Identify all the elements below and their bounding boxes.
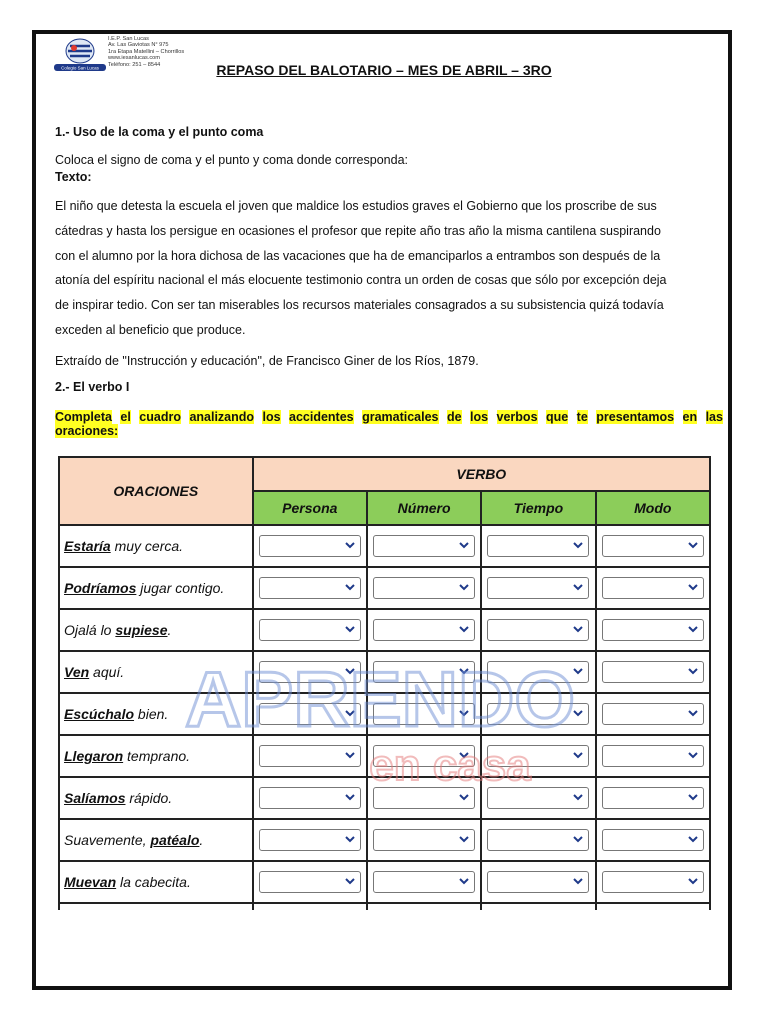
instruction-word: gramaticales xyxy=(362,410,439,424)
section2-instruction xyxy=(55,410,723,438)
numero-select[interactable] xyxy=(373,787,475,809)
numero-cell xyxy=(367,777,481,819)
sentence-after: rápido. xyxy=(125,790,173,806)
instruction-word: los xyxy=(470,410,489,424)
persona-select[interactable] xyxy=(259,829,361,851)
chevron-down-icon xyxy=(573,794,583,801)
document-title: REPASO DEL BALOTARIO – MES DE ABRIL – 3RO xyxy=(216,62,552,78)
sentence-after: bien. xyxy=(134,706,169,722)
chevron-down-icon xyxy=(459,836,469,843)
paragraph-line: de inspirar tedio. Con ser tan miserables los recursos materiales consagrados a su subsistencia quizá todavía xyxy=(55,298,664,313)
school-info-line: 1ra Etapa Matellini – Chorrillos xyxy=(108,48,185,55)
modo-select[interactable] xyxy=(602,535,704,557)
chevron-down-icon xyxy=(688,794,698,801)
paragraph-line: El niño que detesta la escuela el joven que maldice los estudios graves el Gobierno que los proscribe de sus xyxy=(55,199,657,213)
header-tiempo: Tiempo xyxy=(481,491,595,525)
tiempo-cell xyxy=(481,693,595,735)
sentence-verb: Muevan xyxy=(64,874,117,890)
tiempo-cell xyxy=(481,651,595,693)
school-info-line: I.E.P. San Lucas xyxy=(108,36,149,42)
table-row-partial xyxy=(59,903,710,910)
modo-cell xyxy=(596,861,710,903)
tiempo-select[interactable] xyxy=(487,871,589,893)
sentence-verb: Escúchalo xyxy=(64,706,135,722)
chevron-down-icon xyxy=(345,668,355,675)
modo-cell xyxy=(596,525,710,567)
modo-cell xyxy=(596,777,710,819)
chevron-down-icon xyxy=(688,710,698,717)
modo-select[interactable] xyxy=(602,787,704,809)
persona-select[interactable] xyxy=(259,703,361,725)
chevron-down-icon xyxy=(688,836,698,843)
table-row xyxy=(59,819,710,861)
tiempo-cell xyxy=(481,777,595,819)
instruction-word: analizando xyxy=(189,410,255,424)
persona-cell xyxy=(253,525,367,567)
chevron-down-icon xyxy=(345,752,355,759)
chevron-down-icon xyxy=(688,584,698,591)
paragraph-line: con el alumno por la hora dichosa de las vacaciones que ha de emanciparlos a entrambos son después de la xyxy=(55,248,661,263)
sentence-cell xyxy=(59,567,253,609)
chevron-down-icon xyxy=(459,668,469,675)
modo-cell xyxy=(596,693,710,735)
sentence-cell xyxy=(59,777,253,819)
modo-select[interactable] xyxy=(602,745,704,767)
persona-cell xyxy=(253,693,367,735)
numero-select[interactable] xyxy=(373,829,475,851)
modo-cell xyxy=(596,819,710,861)
sentence-verb: supiese xyxy=(115,622,168,638)
chevron-down-icon xyxy=(345,836,355,843)
sentence-cell xyxy=(59,693,253,735)
school-info-line: www.iesanlucas.com xyxy=(108,55,160,62)
numero-cell xyxy=(367,651,481,693)
chevron-down-icon xyxy=(573,542,583,549)
chevron-down-icon xyxy=(459,794,469,801)
persona-cell xyxy=(253,819,367,861)
numero-select[interactable] xyxy=(373,871,475,893)
sentence-after: la cabecita. xyxy=(116,874,191,890)
instruction-word: cuadro xyxy=(139,410,181,424)
header-numero: Número xyxy=(367,491,481,525)
header-modo: Modo xyxy=(596,491,710,525)
empty-cell xyxy=(367,903,481,910)
table-row xyxy=(59,777,710,819)
sentence-verb: Salíamos xyxy=(64,790,126,806)
logo-text: Colegio San Lucas xyxy=(61,65,99,71)
table-row xyxy=(59,861,710,903)
tiempo-select[interactable] xyxy=(487,661,589,683)
sentence-cell xyxy=(59,651,253,693)
watermark-line2: en casa xyxy=(369,741,531,790)
tiempo-select[interactable] xyxy=(487,577,589,599)
empty-cell xyxy=(59,903,253,910)
persona-select[interactable] xyxy=(259,577,361,599)
persona-cell xyxy=(253,567,367,609)
instruction-word: el xyxy=(120,410,131,424)
chevron-down-icon xyxy=(688,752,698,759)
sentence-verb: Llegaron xyxy=(64,748,124,764)
sentence-after: aquí. xyxy=(89,664,125,680)
chevron-down-icon xyxy=(459,710,469,717)
chevron-down-icon xyxy=(459,752,469,759)
numero-select[interactable] xyxy=(373,745,475,767)
tiempo-select[interactable] xyxy=(487,535,589,557)
persona-select[interactable] xyxy=(259,745,361,767)
sentence-cell xyxy=(59,525,253,567)
modo-cell xyxy=(596,609,710,651)
sentence-cell xyxy=(59,819,253,861)
sentence-after: temprano. xyxy=(123,748,191,764)
section1-paragraph xyxy=(55,194,723,343)
tiempo-select[interactable] xyxy=(487,619,589,641)
numero-select[interactable] xyxy=(373,577,475,599)
instruction-word: de xyxy=(446,410,462,424)
table-row xyxy=(59,735,710,777)
instruction-word: que xyxy=(545,410,569,424)
tiempo-select[interactable] xyxy=(487,829,589,851)
chevron-down-icon xyxy=(573,584,583,591)
school-info-line: Av. Las Gaviotas N° 975 xyxy=(108,42,169,49)
section1-heading: 1.- Uso de la coma y el punto coma xyxy=(55,125,264,139)
sentence-cell xyxy=(59,861,253,903)
numero-cell xyxy=(367,693,481,735)
instruction-word: accidentes xyxy=(289,410,354,424)
persona-select[interactable] xyxy=(259,871,361,893)
empty-cell xyxy=(596,903,710,910)
tiempo-cell xyxy=(481,861,595,903)
chevron-down-icon xyxy=(573,878,583,885)
tiempo-cell xyxy=(481,609,595,651)
sentence-cell xyxy=(59,735,253,777)
table-row xyxy=(59,567,710,609)
sentence-after: jugar contigo. xyxy=(136,580,225,596)
instruction-word: en xyxy=(682,410,698,424)
numero-cell xyxy=(367,819,481,861)
instruction-word: los xyxy=(262,410,281,424)
chevron-down-icon xyxy=(345,626,355,633)
persona-cell xyxy=(253,651,367,693)
persona-select[interactable] xyxy=(259,535,361,557)
text-label: Texto: xyxy=(55,170,92,184)
chevron-down-icon xyxy=(345,794,355,801)
header-oraciones: ORACIONES xyxy=(59,457,253,525)
chevron-down-icon xyxy=(573,626,583,633)
modo-cell xyxy=(596,735,710,777)
instruction-line xyxy=(55,410,723,424)
paragraph-line: atonía del espíritu nacional el más elocuente testimonio contra un orden de cosas que sólo por excepción deja xyxy=(55,273,667,288)
paragraph-line: exceden al beneficio que produce. xyxy=(55,322,246,337)
sentence-cell xyxy=(59,609,253,651)
instruction-word: las xyxy=(705,410,723,424)
header-persona: Persona xyxy=(253,491,367,525)
numero-select[interactable] xyxy=(373,535,475,557)
modo-select[interactable] xyxy=(602,619,704,641)
section1-instruction: Coloca el signo de coma y el punto y coma donde corresponda: xyxy=(55,153,408,167)
instruction-line: oraciones: xyxy=(55,424,119,438)
chevron-down-icon xyxy=(688,668,698,675)
chevron-down-icon xyxy=(573,710,583,717)
chevron-down-icon xyxy=(345,584,355,591)
empty-cell xyxy=(253,903,367,910)
chevron-down-icon xyxy=(688,878,698,885)
persona-cell xyxy=(253,777,367,819)
chevron-down-icon xyxy=(345,878,355,885)
school-info-line: Teléfono: 251 – 8544 xyxy=(108,61,161,68)
table-row xyxy=(59,693,710,735)
numero-select[interactable] xyxy=(373,619,475,641)
chevron-down-icon xyxy=(573,752,583,759)
instruction-word: verbos xyxy=(496,410,538,424)
chevron-down-icon xyxy=(459,878,469,885)
chevron-down-icon xyxy=(573,668,583,675)
modo-select[interactable] xyxy=(602,661,704,683)
instruction-word: Completa xyxy=(55,410,112,424)
tiempo-select[interactable] xyxy=(487,745,589,767)
section2-heading: 2.- El verbo I xyxy=(55,380,130,394)
instruction-word: presentamos xyxy=(596,410,675,424)
verb-table xyxy=(58,456,711,910)
sentence-after: . xyxy=(167,622,172,638)
paragraph-line: cátedras y hasta los persigue en ocasiones el profesor que repite año tras año la misma cantilena suspirando xyxy=(55,223,661,238)
modo-select[interactable] xyxy=(602,871,704,893)
persona-select[interactable] xyxy=(259,661,361,683)
chevron-down-icon xyxy=(345,542,355,549)
sentence-verb: Podríamos xyxy=(64,580,137,596)
persona-cell xyxy=(253,609,367,651)
sentence-verb: Ven xyxy=(64,664,90,680)
chevron-down-icon xyxy=(459,542,469,549)
numero-select[interactable] xyxy=(373,703,475,725)
modo-cell xyxy=(596,567,710,609)
numero-cell xyxy=(367,525,481,567)
persona-cell xyxy=(253,735,367,777)
numero-cell xyxy=(367,567,481,609)
sentence-before: Ojalá lo xyxy=(64,622,116,638)
modo-select[interactable] xyxy=(602,703,704,725)
sentence-verb: patéalo xyxy=(150,832,200,848)
sentence-after: muy cerca. xyxy=(110,538,184,554)
watermark-line1: APRENDO xyxy=(184,660,576,743)
empty-cell xyxy=(481,903,595,910)
chevron-down-icon xyxy=(573,836,583,843)
tiempo-cell xyxy=(481,525,595,567)
header-verbo: VERBO xyxy=(253,457,710,491)
instruction-word: te xyxy=(576,410,588,424)
persona-cell xyxy=(253,861,367,903)
chevron-down-icon xyxy=(688,542,698,549)
chevron-down-icon xyxy=(345,710,355,717)
table-row xyxy=(59,525,710,567)
table-row xyxy=(59,651,710,693)
tiempo-cell xyxy=(481,735,595,777)
numero-cell xyxy=(367,735,481,777)
chevron-down-icon xyxy=(459,584,469,591)
table-row xyxy=(59,609,710,651)
chevron-down-icon xyxy=(688,626,698,633)
numero-cell xyxy=(367,861,481,903)
tiempo-cell xyxy=(481,819,595,861)
chevron-down-icon xyxy=(459,626,469,633)
tiempo-select[interactable] xyxy=(487,703,589,725)
sentence-before: Suavemente, xyxy=(64,832,151,848)
persona-select[interactable] xyxy=(259,619,361,641)
sentence-verb: Estaría xyxy=(64,538,111,554)
persona-select[interactable] xyxy=(259,787,361,809)
modo-cell xyxy=(596,651,710,693)
modo-select[interactable] xyxy=(602,577,704,599)
numero-select[interactable] xyxy=(373,661,475,683)
tiempo-select[interactable] xyxy=(487,787,589,809)
numero-cell xyxy=(367,609,481,651)
source-citation: Extraído de "Instrucción y educación", de Francisco Giner de los Ríos, 1879. xyxy=(55,354,479,368)
sentence-after: . xyxy=(199,832,204,848)
modo-select[interactable] xyxy=(602,829,704,851)
tiempo-cell xyxy=(481,567,595,609)
